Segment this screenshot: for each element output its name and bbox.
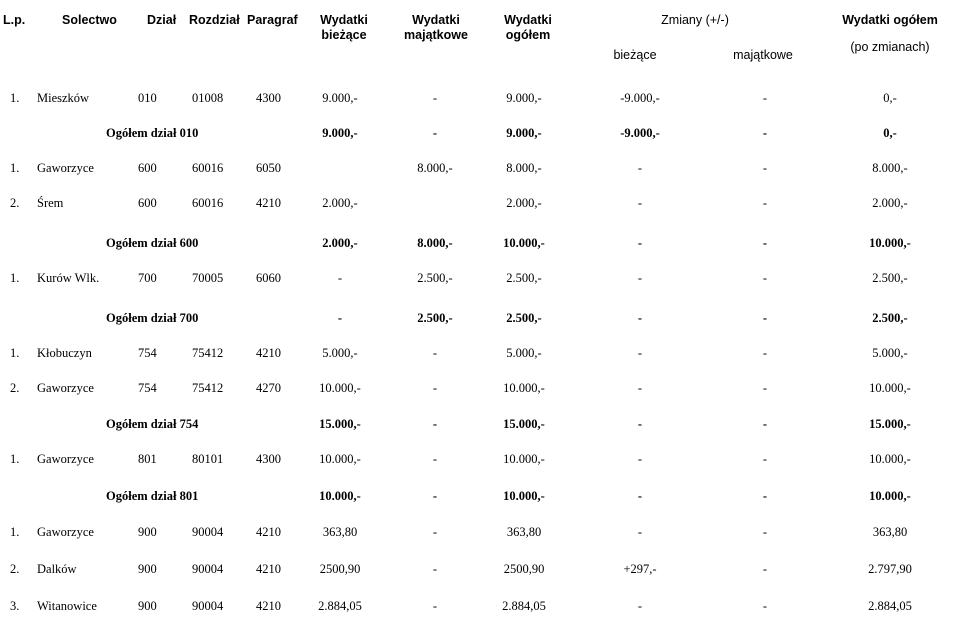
cell-zm-majatkowe: - — [762, 161, 768, 175]
cell-majatkowe: 8.000,- — [417, 161, 453, 175]
cell-biezace: 10.000,- — [319, 452, 361, 466]
cell-ogolem: 9.000,- — [506, 91, 542, 105]
cell-zm-biezace: - — [637, 271, 643, 285]
cell-po: 10.000,- — [869, 381, 911, 395]
cell-biezace: - — [337, 271, 343, 285]
cell-solectwo: Kłobuczyn — [37, 346, 92, 360]
cell-zm-majatkowe: - — [762, 311, 768, 325]
cell-ogolem: 2.500,- — [506, 271, 542, 285]
header-zmiany: Zmiany (+/-) — [661, 13, 729, 27]
cell-biezace: 15.000,- — [319, 417, 361, 431]
header-zmiany-majatkowe: majątkowe — [733, 48, 793, 62]
cell-majatkowe: - — [432, 525, 438, 539]
cell-zm-biezace: -9.000,- — [620, 126, 660, 140]
cell-dzial: 801 — [138, 452, 157, 466]
total-label: Ogółem dział 700 — [106, 311, 199, 325]
cell-biezace: 2.884,05 — [318, 599, 362, 613]
cell-ogolem: 10.000,- — [503, 452, 545, 466]
header-rozdzial: Rozdział — [189, 13, 240, 27]
cell-po: 10.000,- — [869, 489, 911, 503]
cell-ogolem: 8.000,- — [506, 161, 542, 175]
header-wydatki-majatkowe-2: majątkowe — [404, 28, 468, 42]
cell-zm-majatkowe: - — [762, 525, 768, 539]
cell-zm-biezace: - — [637, 311, 643, 325]
cell-solectwo: Gaworzyce — [37, 161, 94, 175]
cell-rozdzial: 01008 — [192, 91, 224, 105]
cell-paragraf: 6050 — [256, 161, 281, 175]
cell-zm-biezace: - — [637, 452, 643, 466]
cell-ogolem: 2500,90 — [503, 562, 545, 576]
cell-biezace: 10.000,- — [319, 489, 361, 503]
cell-zm-biezace: - — [637, 161, 643, 175]
cell-lp: 1. — [10, 161, 20, 175]
cell-zm-biezace: - — [637, 599, 643, 613]
cell-dzial: 900 — [138, 599, 157, 613]
cell-zm-biezace: - — [637, 196, 643, 210]
cell-zm-majatkowe: - — [762, 346, 768, 360]
header-po-zmianach: (po zmianach) — [850, 40, 930, 54]
cell-majatkowe: - — [432, 452, 438, 466]
cell-po: 363,80 — [872, 525, 908, 539]
cell-rozdzial: 90004 — [192, 599, 224, 613]
cell-majatkowe: - — [432, 91, 438, 105]
cell-po: 10.000,- — [869, 236, 911, 250]
cell-paragraf: 4210 — [256, 525, 281, 539]
cell-solectwo: Mieszków — [37, 91, 90, 105]
cell-paragraf: 4300 — [256, 452, 281, 466]
cell-biezace: 5.000,- — [322, 346, 358, 360]
cell-ogolem: 15.000,- — [503, 417, 545, 431]
cell-majatkowe: - — [432, 562, 438, 576]
cell-paragraf: 4270 — [256, 381, 281, 395]
cell-lp: 1. — [10, 346, 20, 360]
total-label: Ogółem dział 801 — [106, 489, 199, 503]
cell-lp: 1. — [10, 525, 20, 539]
cell-ogolem: 5.000,- — [506, 346, 542, 360]
total-label: Ogółem dział 600 — [106, 236, 199, 250]
cell-rozdzial: 75412 — [192, 381, 224, 395]
header-wydatki-ogolem-po: Wydatki ogółem — [842, 13, 938, 27]
cell-lp: 2. — [10, 196, 20, 210]
cell-dzial: 600 — [138, 196, 157, 210]
cell-zm-biezace: -9.000,- — [620, 91, 660, 105]
header-wydatki-biezace-1: Wydatki — [320, 13, 368, 27]
cell-po: 0,- — [883, 91, 897, 105]
cell-po: 8.000,- — [872, 161, 908, 175]
cell-zm-majatkowe: - — [762, 271, 768, 285]
cell-biezace: 10.000,- — [319, 381, 361, 395]
cell-solectwo: Gaworzyce — [37, 452, 94, 466]
cell-rozdzial: 70005 — [192, 271, 224, 285]
cell-biezace: 9.000,- — [322, 126, 358, 140]
cell-po: 2.797,90 — [868, 562, 912, 576]
cell-dzial: 754 — [138, 346, 157, 360]
cell-zm-majatkowe: - — [762, 417, 768, 431]
cell-zm-biezace: - — [637, 525, 643, 539]
header-zmiany-biezace: bieżące — [613, 48, 657, 62]
header-wydatki-ogolem-1: Wydatki — [504, 13, 552, 27]
header-paragraf: Paragraf — [247, 13, 298, 27]
cell-po: 5.000,- — [872, 346, 908, 360]
cell-ogolem: 363,80 — [506, 525, 542, 539]
cell-rozdzial: 90004 — [192, 525, 224, 539]
cell-dzial: 900 — [138, 525, 157, 539]
cell-zm-majatkowe: - — [762, 91, 768, 105]
cell-majatkowe: - — [432, 381, 438, 395]
cell-paragraf: 4210 — [256, 599, 281, 613]
header-wydatki-ogolem-2: ogółem — [505, 28, 551, 42]
cell-ogolem: 2.000,- — [506, 196, 542, 210]
cell-majatkowe: 2.500,- — [417, 311, 453, 325]
cell-lp: 1. — [10, 452, 20, 466]
cell-po: 2.884,05 — [868, 599, 912, 613]
cell-dzial: 600 — [138, 161, 157, 175]
cell-paragraf: 6060 — [256, 271, 281, 285]
cell-paragraf: 4300 — [256, 91, 281, 105]
cell-zm-majatkowe: - — [762, 489, 768, 503]
cell-rozdzial: 80101 — [192, 452, 224, 466]
cell-zm-biezace: - — [637, 346, 643, 360]
cell-biezace: - — [337, 311, 343, 325]
header-wydatki-biezace-2: bieżące — [321, 28, 367, 42]
cell-zm-biezace: - — [637, 236, 643, 250]
cell-rozdzial: 90004 — [192, 562, 224, 576]
cell-zm-biezace: - — [637, 489, 643, 503]
cell-ogolem: 9.000,- — [506, 126, 542, 140]
header-lp: L.p. — [3, 13, 26, 27]
cell-dzial: 010 — [138, 91, 157, 105]
cell-po: 2.500,- — [872, 311, 908, 325]
cell-dzial: 900 — [138, 562, 157, 576]
cell-po: 2.000,- — [872, 196, 908, 210]
cell-zm-majatkowe: - — [762, 126, 768, 140]
cell-rozdzial: 75412 — [192, 346, 224, 360]
cell-rozdzial: 60016 — [192, 196, 224, 210]
cell-solectwo: Dalków — [37, 562, 77, 576]
cell-zm-biezace: +297,- — [623, 562, 657, 576]
cell-ogolem: 10.000,- — [503, 381, 545, 395]
cell-lp: 2. — [10, 381, 20, 395]
cell-rozdzial: 60016 — [192, 161, 224, 175]
cell-majatkowe: - — [432, 489, 438, 503]
header-solectwo: Solectwo — [62, 13, 117, 27]
cell-paragraf: 4210 — [256, 196, 281, 210]
cell-lp: 2. — [10, 562, 20, 576]
cell-solectwo: Gaworzyce — [37, 525, 94, 539]
cell-lp: 3. — [10, 599, 20, 613]
cell-majatkowe: - — [432, 346, 438, 360]
cell-po: 0,- — [883, 126, 897, 140]
cell-biezace: 2.000,- — [322, 196, 358, 210]
cell-zm-majatkowe: - — [762, 196, 768, 210]
header-dzial: Dział — [147, 13, 177, 27]
cell-dzial: 700 — [138, 271, 157, 285]
cell-zm-majatkowe: - — [762, 599, 768, 613]
cell-majatkowe: - — [432, 599, 438, 613]
cell-zm-majatkowe: - — [762, 236, 768, 250]
cell-lp: 1. — [10, 91, 20, 105]
cell-majatkowe: - — [432, 417, 438, 431]
total-label: Ogółem dział 010 — [106, 126, 199, 140]
cell-solectwo: Śrem — [37, 196, 64, 210]
cell-zm-majatkowe: - — [762, 452, 768, 466]
cell-dzial: 754 — [138, 381, 157, 395]
cell-biezace: 2.000,- — [322, 236, 358, 250]
cell-zm-biezace: - — [637, 381, 643, 395]
cell-biezace: 9.000,- — [322, 91, 358, 105]
cell-zm-majatkowe: - — [762, 562, 768, 576]
cell-lp: 1. — [10, 271, 20, 285]
cell-zm-majatkowe: - — [762, 381, 768, 395]
header-wydatki-majatkowe-1: Wydatki — [412, 13, 460, 27]
total-label: Ogółem dział 754 — [106, 417, 199, 431]
cell-majatkowe: 8.000,- — [417, 236, 453, 250]
cell-paragraf: 4210 — [256, 562, 281, 576]
cell-biezace: 363,80 — [322, 525, 358, 539]
cell-majatkowe: 2.500,- — [417, 271, 453, 285]
cell-ogolem: 2.500,- — [506, 311, 542, 325]
cell-zm-biezace: - — [637, 417, 643, 431]
cell-po: 2.500,- — [872, 271, 908, 285]
cell-po: 10.000,- — [869, 452, 911, 466]
cell-solectwo: Witanowice — [37, 599, 97, 613]
cell-ogolem: 10.000,- — [503, 236, 545, 250]
cell-majatkowe: - — [432, 126, 438, 140]
cell-paragraf: 4210 — [256, 346, 281, 360]
cell-solectwo: Gaworzyce — [37, 381, 94, 395]
cell-po: 15.000,- — [869, 417, 911, 431]
cell-solectwo: Kurów Wlk. — [37, 271, 100, 285]
cell-ogolem: 10.000,- — [503, 489, 545, 503]
cell-ogolem: 2.884,05 — [502, 599, 546, 613]
cell-biezace: 2500,90 — [319, 562, 361, 576]
